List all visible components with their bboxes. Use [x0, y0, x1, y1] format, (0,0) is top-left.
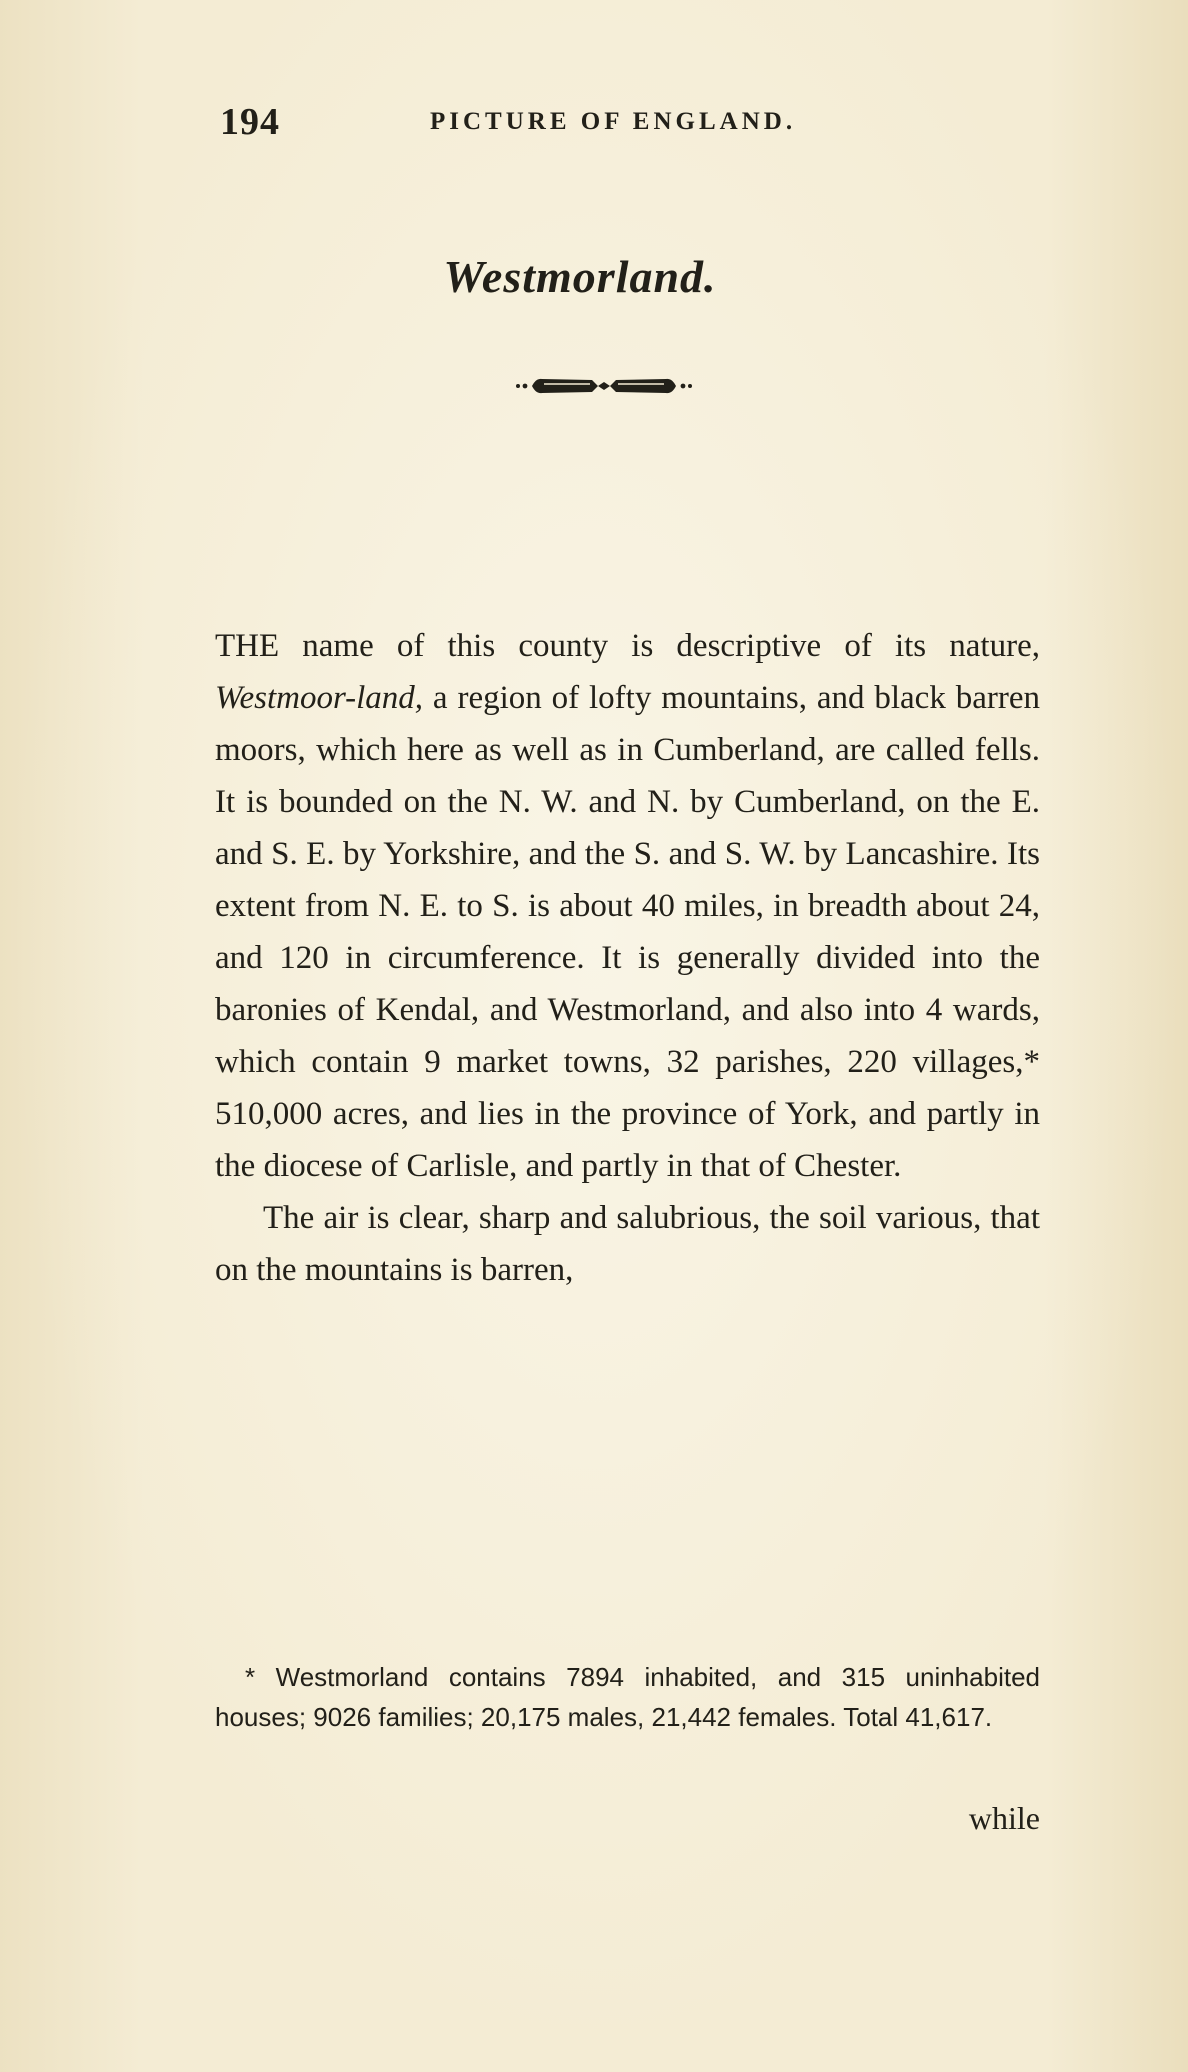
catchword: while	[968, 1800, 1040, 1836]
running-head: PICTURE OF ENGLAND.	[430, 108, 797, 135]
page-header	[220, 100, 1088, 150]
paragraph-1-start: THE name of this county is descriptive of its nature,	[215, 628, 1040, 664]
paragraph-1-italic: Westmoor-land,	[215, 680, 424, 716]
paragraph-2: The air is clear, sharp and salubrious, the soil various, that on the mountains is barren,	[215, 1200, 1040, 1288]
footnote	[215, 1657, 1040, 1737]
paragraph-1-rest: a region of lofty mountains, and black barren moors, which here as well as in Cumberland, are called fells. It is bounded on the N. W. and N. by Cumberland, on the E. and S. E. by Yorkshire, and the S. and S. W. by Lancashire. Its extent from N. E. to S. is about 40 miles, in breadth about 24, and 120 in circumference. It is generally divided into the baronies of Kendal, and Westmorland, and also into 4 wards, which contain 9 market towns, 32 parishes, 220 villages,* 510,000 acres, and lies in the province of York, and partly in the diocese of Carlisle, and partly in that of Chester.	[215, 680, 1040, 1184]
footnote-marker: *	[245, 1662, 256, 1692]
paragraph-1	[215, 620, 1040, 1192]
county-title: Westmorland.	[443, 251, 717, 302]
footnote-text: Westmorland contains 7894 inhabited, and 315 uninhabited houses; 9026 families; 20,175 males, 21,442 females. Total 41,617.	[215, 1662, 1040, 1732]
page-number: 194	[220, 101, 280, 143]
decorative-rule-ornament	[514, 373, 694, 399]
body-text	[215, 620, 1040, 1296]
